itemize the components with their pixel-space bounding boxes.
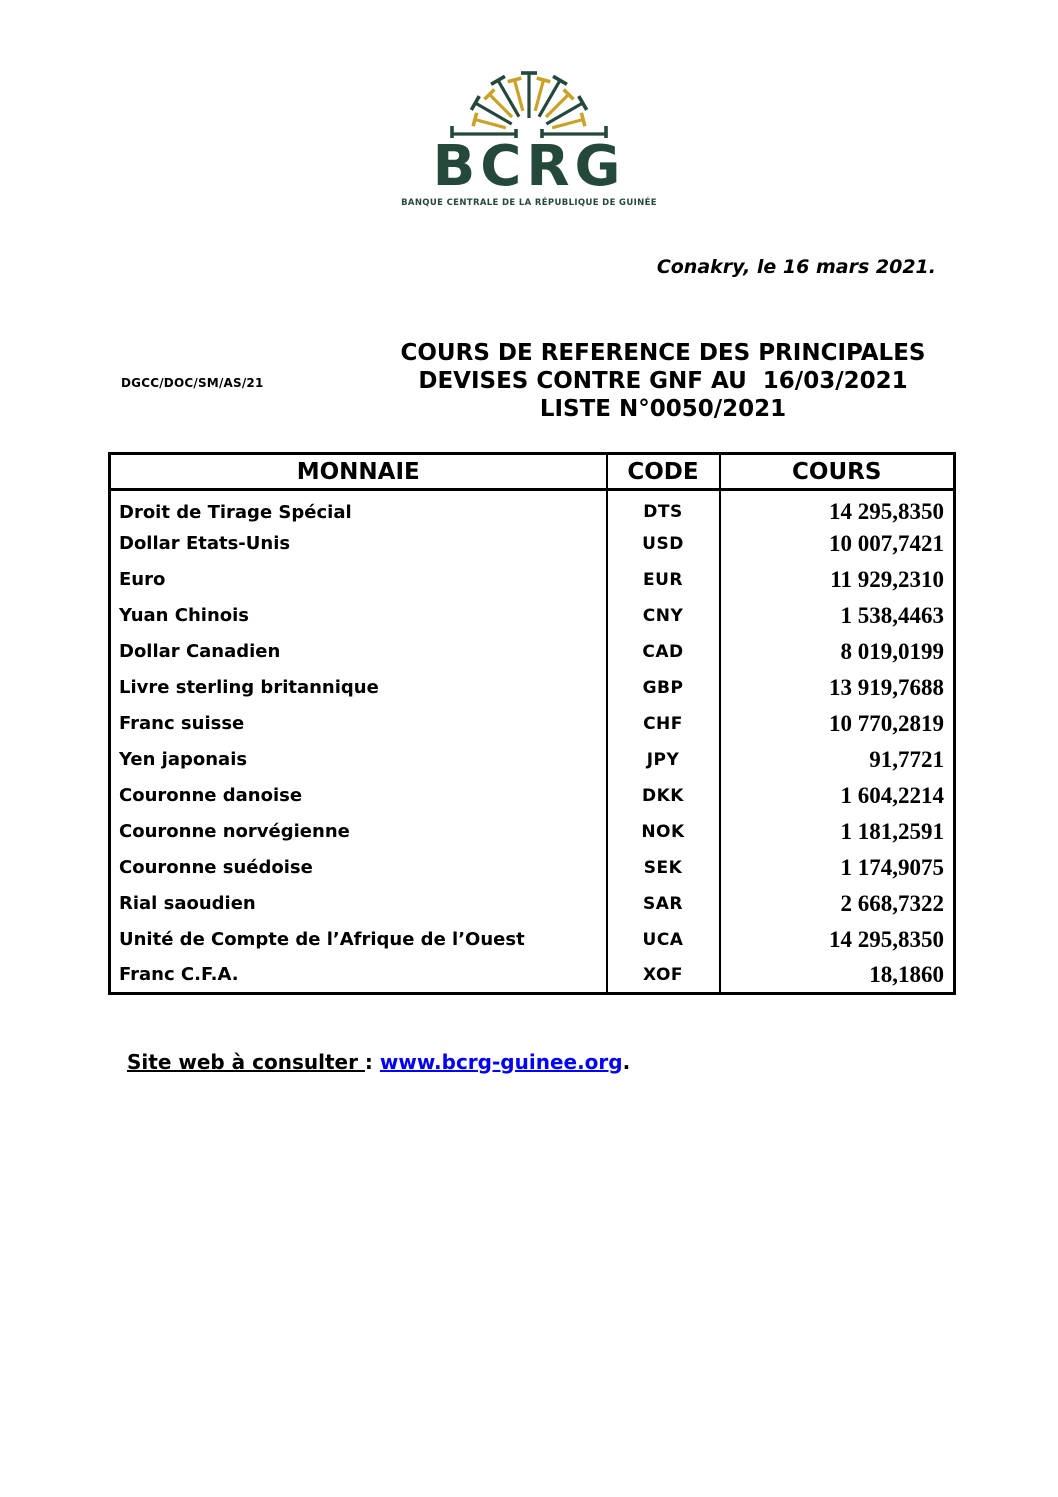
website-suffix: .: [622, 1050, 631, 1074]
table-row: [110, 886, 955, 922]
website-separator: :: [364, 1050, 380, 1074]
currency-code-cell: DTS: [607, 490, 720, 526]
currency-code-cell: DKK: [607, 778, 720, 814]
currency-name-cell: Droit de Tirage Spécial: [110, 490, 607, 526]
table-header-row: [110, 454, 955, 490]
table-row: [110, 922, 955, 958]
currency-name-cell: Euro: [110, 562, 607, 598]
column-header-code: CODE: [607, 454, 720, 490]
table-row: [110, 850, 955, 886]
currency-name-cell: Yuan Chinois: [110, 598, 607, 634]
currency-rate-cell: 91,7721: [720, 742, 955, 778]
currency-rate-cell: 13 919,7688: [720, 670, 955, 706]
currency-name-cell: Dollar Canadien: [110, 634, 607, 670]
currency-code-cell: CAD: [607, 634, 720, 670]
table-row: [110, 490, 955, 526]
currency-name-cell: Couronne norvégienne: [110, 814, 607, 850]
currency-rate-cell: 14 295,8350: [720, 922, 955, 958]
column-header-cours: COURS: [720, 454, 955, 490]
currency-code-cell: CHF: [607, 706, 720, 742]
exchange-rate-table: [108, 452, 956, 995]
logo-full-name: BANQUE CENTRALE DE LA RÉPUBLIQUE DE GUINÉE: [401, 198, 657, 208]
currency-code-cell: JPY: [607, 742, 720, 778]
table-row: [110, 814, 955, 850]
currency-rate-cell: 10 770,2819: [720, 706, 955, 742]
currency-rate-cell: 2 668,7322: [720, 886, 955, 922]
currency-rate-cell: 1 181,2591: [720, 814, 955, 850]
currency-rate-cell: 10 007,7421: [720, 526, 955, 562]
currency-name-cell: Livre sterling britannique: [110, 670, 607, 706]
currency-name-cell: Couronne danoise: [110, 778, 607, 814]
title-line-2: DEVISES CONTRE GNF AU 16/03/2021: [418, 368, 908, 394]
date-line: Conakry, le 16 mars 2021.: [656, 256, 936, 278]
logo-acronym: BCRG: [432, 134, 626, 199]
currency-name-cell: Franc suisse: [110, 706, 607, 742]
currency-code-cell: EUR: [607, 562, 720, 598]
currency-name-cell: Yen japonais: [110, 742, 607, 778]
table-row: [110, 634, 955, 670]
currency-rate-cell: 11 929,2310: [720, 562, 955, 598]
table-row: [110, 526, 955, 562]
title-line-1: COURS DE REFERENCE DES PRINCIPALES: [400, 340, 926, 366]
table-row: [110, 598, 955, 634]
table-row: [110, 778, 955, 814]
website-line: [127, 1050, 630, 1074]
currency-rate-cell: 1 604,2214: [720, 778, 955, 814]
website-link[interactable]: www.bcrg-guinee.org: [379, 1050, 623, 1074]
currency-code-cell: SAR: [607, 886, 720, 922]
table-row: [110, 562, 955, 598]
table-row: [110, 706, 955, 742]
currency-rate-cell: 14 295,8350: [720, 490, 955, 526]
currency-name-cell: Couronne suédoise: [110, 850, 607, 886]
currency-rate-cell: 18,1860: [720, 958, 955, 994]
reference-code: DGCC/DOC/SM/AS/21: [121, 376, 264, 390]
currency-name-cell: Rial saoudien: [110, 886, 607, 922]
currency-rate-cell: 1 538,4463: [720, 598, 955, 634]
currency-rate-cell: 8 019,0199: [720, 634, 955, 670]
currency-code-cell: USD: [607, 526, 720, 562]
currency-name-cell: Franc C.F.A.: [110, 958, 607, 994]
currency-rate-cell: 1 174,9075: [720, 850, 955, 886]
title-line-3: LISTE N°0050/2021: [539, 396, 787, 422]
website-label: Site web à consulter: [127, 1050, 365, 1074]
currency-code-cell: NOK: [607, 814, 720, 850]
currency-code-cell: SEK: [607, 850, 720, 886]
currency-code-cell: UCA: [607, 922, 720, 958]
table-row: [110, 958, 955, 994]
table-row: [110, 670, 955, 706]
currency-code-cell: CNY: [607, 598, 720, 634]
table-row: [110, 742, 955, 778]
bcrg-fan-icon: [443, 68, 615, 138]
page-title: [353, 339, 973, 423]
currency-name-cell: Unité de Compte de l’Afrique de l’Ouest: [110, 922, 607, 958]
currency-code-cell: XOF: [607, 958, 720, 994]
bcrg-logo: [0, 68, 1058, 208]
currency-code-cell: GBP: [607, 670, 720, 706]
column-header-monnaie: MONNAIE: [110, 454, 607, 490]
currency-name-cell: Dollar Etats-Unis: [110, 526, 607, 562]
